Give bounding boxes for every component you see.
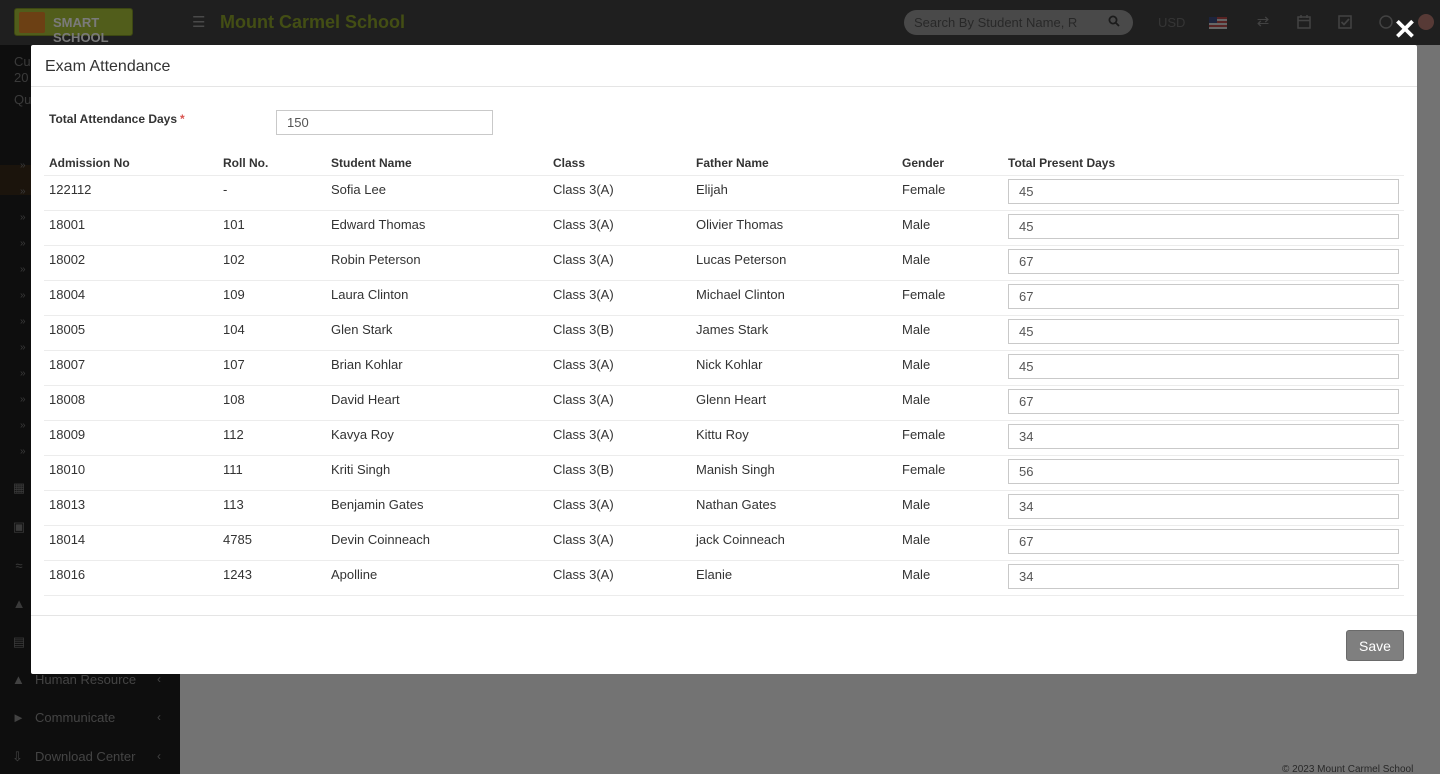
gender-text: Female [902, 286, 946, 302]
modal-header [31, 45, 1417, 87]
father-name-text: Elanie [696, 566, 733, 582]
father-name-cell [691, 210, 897, 245]
student-name-cell [326, 420, 548, 455]
gender-cell [897, 385, 1003, 420]
admission-no-text: 122112 [49, 181, 92, 197]
admission-no-cell [44, 490, 218, 525]
admission-no-text: 18010 [49, 461, 86, 477]
roll-no-text: 101 [223, 216, 245, 232]
total-attendance-days-input[interactable] [276, 110, 493, 135]
present-days-cell [1003, 420, 1404, 455]
present-days-cell [1003, 350, 1404, 385]
table-row [44, 490, 1404, 525]
student-name-text: Robin Peterson [331, 251, 421, 267]
roll-no-cell [218, 315, 326, 350]
total-present-days-input[interactable] [1008, 459, 1399, 484]
admission-no-text: 18013 [49, 496, 86, 512]
father-name-cell [691, 525, 897, 560]
roll-no-text: 107 [223, 356, 245, 372]
roll-no-text: - [223, 181, 228, 197]
roll-no-text: 108 [223, 391, 245, 407]
gender-cell [897, 175, 1003, 210]
present-days-cell [1003, 385, 1404, 420]
gender-text: Male [902, 566, 931, 582]
class-text: Class 3(A) [553, 251, 614, 267]
father-name-cell [691, 175, 897, 210]
column-header-student-name: Student Name [326, 152, 548, 175]
total-present-days-input[interactable] [1008, 284, 1399, 309]
student-name-cell [326, 490, 548, 525]
admission-no-text: 18009 [49, 426, 86, 442]
table-row [44, 420, 1404, 455]
total-present-days-input[interactable] [1008, 249, 1399, 274]
student-name-text: Edward Thomas [331, 216, 426, 232]
admission-no-cell [44, 560, 218, 595]
roll-no-text: 111 [223, 461, 243, 477]
father-name-text: Manish Singh [696, 461, 775, 477]
student-name-cell [326, 385, 548, 420]
modal-title: Exam Attendance [45, 58, 171, 75]
father-name-cell [691, 350, 897, 385]
gender-text: Male [902, 251, 931, 267]
father-name-cell [691, 420, 897, 455]
gender-cell [897, 280, 1003, 315]
father-name-cell [691, 455, 897, 490]
table-row [44, 175, 1404, 210]
father-name-text: Glenn Heart [696, 391, 767, 407]
class-cell [548, 175, 691, 210]
father-name-cell [691, 385, 897, 420]
exam-attendance-table [44, 152, 1404, 596]
student-name-cell [326, 315, 548, 350]
student-name-text: Kavya Roy [331, 426, 394, 442]
class-text: Class 3(A) [553, 426, 614, 442]
table-row [44, 315, 1404, 350]
gender-cell [897, 525, 1003, 560]
admission-no-text: 18014 [49, 531, 86, 547]
save-button[interactable]: Save [1346, 630, 1404, 661]
gender-text: Male [902, 216, 931, 232]
present-days-cell [1003, 455, 1404, 490]
gender-cell [897, 420, 1003, 455]
present-days-cell [1003, 525, 1404, 560]
student-name-cell [326, 245, 548, 280]
father-name-text: Kittu Roy [696, 426, 749, 442]
gender-cell [897, 560, 1003, 595]
table-header-row [44, 152, 1404, 175]
total-present-days-input[interactable] [1008, 354, 1399, 379]
gender-cell [897, 490, 1003, 525]
table-row [44, 455, 1404, 490]
student-name-text: Apolline [331, 566, 378, 582]
roll-no-cell [218, 525, 326, 560]
admission-no-cell [44, 315, 218, 350]
student-name-text: Sofia Lee [331, 181, 386, 197]
gender-text: Male [902, 496, 931, 512]
roll-no-cell [218, 175, 326, 210]
table-row [44, 525, 1404, 560]
roll-no-text: 113 [223, 496, 244, 512]
total-present-days-input[interactable] [1008, 319, 1399, 344]
total-present-days-input[interactable] [1008, 494, 1399, 519]
admission-no-text: 18002 [49, 251, 86, 267]
class-text: Class 3(A) [553, 566, 614, 582]
father-name-text: Michael Clinton [696, 286, 785, 302]
father-name-cell [691, 315, 897, 350]
admission-no-cell [44, 280, 218, 315]
class-text: Class 3(A) [553, 531, 614, 547]
column-header-father-name: Father Name [691, 152, 897, 175]
table-row [44, 245, 1404, 280]
class-cell [548, 420, 691, 455]
class-cell [548, 280, 691, 315]
table-row [44, 385, 1404, 420]
roll-no-cell [218, 210, 326, 245]
father-name-text: jack Coinneach [696, 531, 785, 547]
student-name-cell [326, 210, 548, 245]
class-cell [548, 560, 691, 595]
roll-no-cell [218, 385, 326, 420]
admission-no-cell [44, 350, 218, 385]
father-name-text: Nathan Gates [696, 496, 777, 512]
class-cell [548, 525, 691, 560]
class-text: Class 3(B) [553, 321, 614, 337]
table-row [44, 560, 1404, 595]
admission-no-text: 18016 [49, 566, 86, 582]
admission-no-cell [44, 420, 218, 455]
gender-cell [897, 245, 1003, 280]
gender-text: Female [902, 461, 946, 477]
total-attendance-days-label: Total Attendance Days * [49, 112, 185, 126]
class-cell [548, 245, 691, 280]
student-name-cell [326, 175, 548, 210]
roll-no-text: 104 [223, 321, 245, 337]
class-cell [548, 385, 691, 420]
present-days-cell [1003, 280, 1404, 315]
class-cell [548, 315, 691, 350]
column-header-roll-no: Roll No. [218, 152, 326, 175]
roll-no-text: 1243 [223, 566, 252, 582]
class-cell [548, 210, 691, 245]
close-icon[interactable]: ✕ [1393, 14, 1417, 45]
admission-no-text: 18004 [49, 286, 86, 302]
roll-no-cell [218, 455, 326, 490]
present-days-cell [1003, 210, 1404, 245]
class-text: Class 3(A) [553, 356, 614, 372]
present-days-cell [1003, 490, 1404, 525]
father-name-text: Lucas Peterson [696, 251, 787, 267]
present-days-cell [1003, 245, 1404, 280]
present-days-cell [1003, 560, 1404, 595]
roll-no-cell [218, 490, 326, 525]
roll-no-cell [218, 420, 326, 455]
class-text: Class 3(A) [553, 181, 614, 197]
table-row [44, 280, 1404, 315]
father-name-text: Nick Kohlar [696, 356, 763, 372]
admission-no-cell [44, 210, 218, 245]
admission-no-text: 18001 [49, 216, 86, 232]
student-name-text: Brian Kohlar [331, 356, 403, 372]
total-present-days-input[interactable] [1008, 214, 1399, 239]
gender-text: Female [902, 181, 946, 197]
gender-text: Male [902, 531, 931, 547]
admission-no-text: 18007 [49, 356, 86, 372]
admission-no-cell [44, 455, 218, 490]
class-text: Class 3(A) [553, 496, 614, 512]
admission-no-cell [44, 385, 218, 420]
column-header-total-present-days: Total Present Days [1003, 152, 1404, 175]
class-text: Class 3(B) [553, 461, 614, 477]
class-cell [548, 350, 691, 385]
present-days-cell [1003, 175, 1404, 210]
student-name-text: David Heart [331, 391, 400, 407]
roll-no-text: 112 [223, 426, 244, 442]
column-header-admission-no: Admission No [44, 152, 218, 175]
father-name-cell [691, 560, 897, 595]
student-name-cell [326, 280, 548, 315]
father-name-cell [691, 280, 897, 315]
gender-cell [897, 210, 1003, 245]
roll-no-cell [218, 560, 326, 595]
total-present-days-input[interactable] [1008, 424, 1399, 449]
gender-text: Male [902, 356, 931, 372]
gender-text: Female [902, 426, 946, 442]
gender-cell [897, 350, 1003, 385]
table-row [44, 350, 1404, 385]
student-name-text: Laura Clinton [331, 286, 409, 302]
student-name-cell [326, 455, 548, 490]
student-name-cell [326, 560, 548, 595]
class-text: Class 3(A) [553, 391, 614, 407]
modal-footer [31, 615, 1417, 674]
father-name-cell [691, 490, 897, 525]
father-name-text: Olivier Thomas [696, 216, 784, 232]
gender-cell [897, 455, 1003, 490]
student-name-cell [326, 350, 548, 385]
gender-text: Male [902, 321, 931, 337]
student-name-text: Devin Coinneach [331, 531, 431, 547]
total-present-days-input[interactable] [1008, 529, 1399, 554]
roll-no-text: 4785 [223, 531, 252, 547]
roll-no-text: 109 [223, 286, 245, 302]
table-row [44, 210, 1404, 245]
father-name-text: Elijah [696, 181, 728, 197]
total-present-days-input[interactable] [1008, 564, 1399, 589]
father-name-cell [691, 245, 897, 280]
gender-cell [897, 315, 1003, 350]
roll-no-cell [218, 350, 326, 385]
student-name-text: Kriti Singh [331, 461, 391, 477]
exam-attendance-modal [31, 45, 1417, 674]
admission-no-cell [44, 175, 218, 210]
admission-no-text: 18008 [49, 391, 86, 407]
present-days-cell [1003, 315, 1404, 350]
total-present-days-input[interactable] [1008, 389, 1399, 414]
class-cell [548, 490, 691, 525]
admission-no-cell [44, 525, 218, 560]
column-header-class: Class [548, 152, 691, 175]
required-asterisk: * [180, 112, 185, 126]
admission-no-text: 18005 [49, 321, 86, 337]
gender-text: Male [902, 391, 931, 407]
student-name-text: Glen Stark [331, 321, 393, 337]
father-name-text: James Stark [696, 321, 769, 337]
student-name-cell [326, 525, 548, 560]
roll-no-text: 102 [223, 251, 245, 267]
roll-no-cell [218, 280, 326, 315]
roll-no-cell [218, 245, 326, 280]
total-present-days-input[interactable] [1008, 179, 1399, 204]
admission-no-cell [44, 245, 218, 280]
student-name-text: Benjamin Gates [331, 496, 424, 512]
column-header-gender: Gender [897, 152, 1003, 175]
class-cell [548, 455, 691, 490]
class-text: Class 3(A) [553, 286, 614, 302]
class-text: Class 3(A) [553, 216, 614, 232]
